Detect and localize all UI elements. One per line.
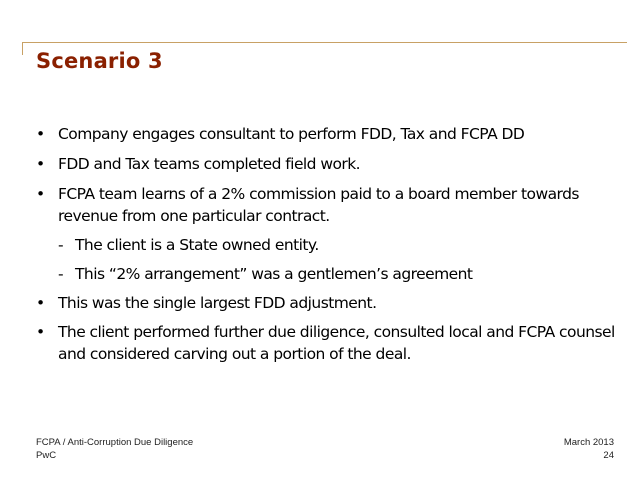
bullet-item bbox=[36, 153, 626, 175]
footer-company: PwC bbox=[36, 450, 57, 461]
sub-bullet-text: The client is a State owned entity. bbox=[75, 236, 319, 254]
dash-marker: - bbox=[58, 236, 64, 254]
bullet-text: This was the single largest FDD adjustment. bbox=[58, 294, 377, 312]
bullet-marker: • bbox=[36, 185, 45, 203]
dash-marker: - bbox=[58, 265, 64, 283]
bullet-text: The client performed further due diligence, consulted local and FCPA counsel and considered carving out a portion of the deal. bbox=[58, 323, 615, 363]
header-rule bbox=[22, 42, 627, 43]
sub-bullet-item bbox=[36, 234, 626, 256]
header-rule-tick bbox=[22, 42, 23, 55]
sub-bullet-text: This “2% arrangement” was a gentlemen’s agreement bbox=[75, 265, 473, 283]
footer-document-title: FCPA / Anti-Corruption Due Diligence bbox=[36, 437, 194, 448]
slide-title: Scenario 3 bbox=[36, 49, 163, 73]
bullet-item bbox=[36, 321, 626, 365]
bullet-text: Company engages consultant to perform FDD, Tax and FCPA DD bbox=[58, 125, 525, 143]
bullet-item bbox=[36, 292, 626, 314]
bullet-marker: • bbox=[36, 323, 45, 341]
bullet-item bbox=[36, 123, 626, 145]
footer-page-number: 24 bbox=[603, 450, 614, 461]
bullet-text: FCPA team learns of a 2% commission paid to a board member towards revenue from one particular contract. bbox=[58, 185, 579, 225]
footer-date: March 2013 bbox=[563, 437, 614, 448]
bullet-text: FDD and Tax teams completed field work. bbox=[58, 155, 361, 173]
bullet-marker: • bbox=[36, 294, 45, 312]
bullet-list bbox=[36, 123, 626, 365]
bullet-item bbox=[36, 183, 626, 227]
bullet-marker: • bbox=[36, 155, 45, 173]
sub-bullet-item bbox=[36, 263, 626, 285]
bullet-marker: • bbox=[36, 125, 45, 143]
